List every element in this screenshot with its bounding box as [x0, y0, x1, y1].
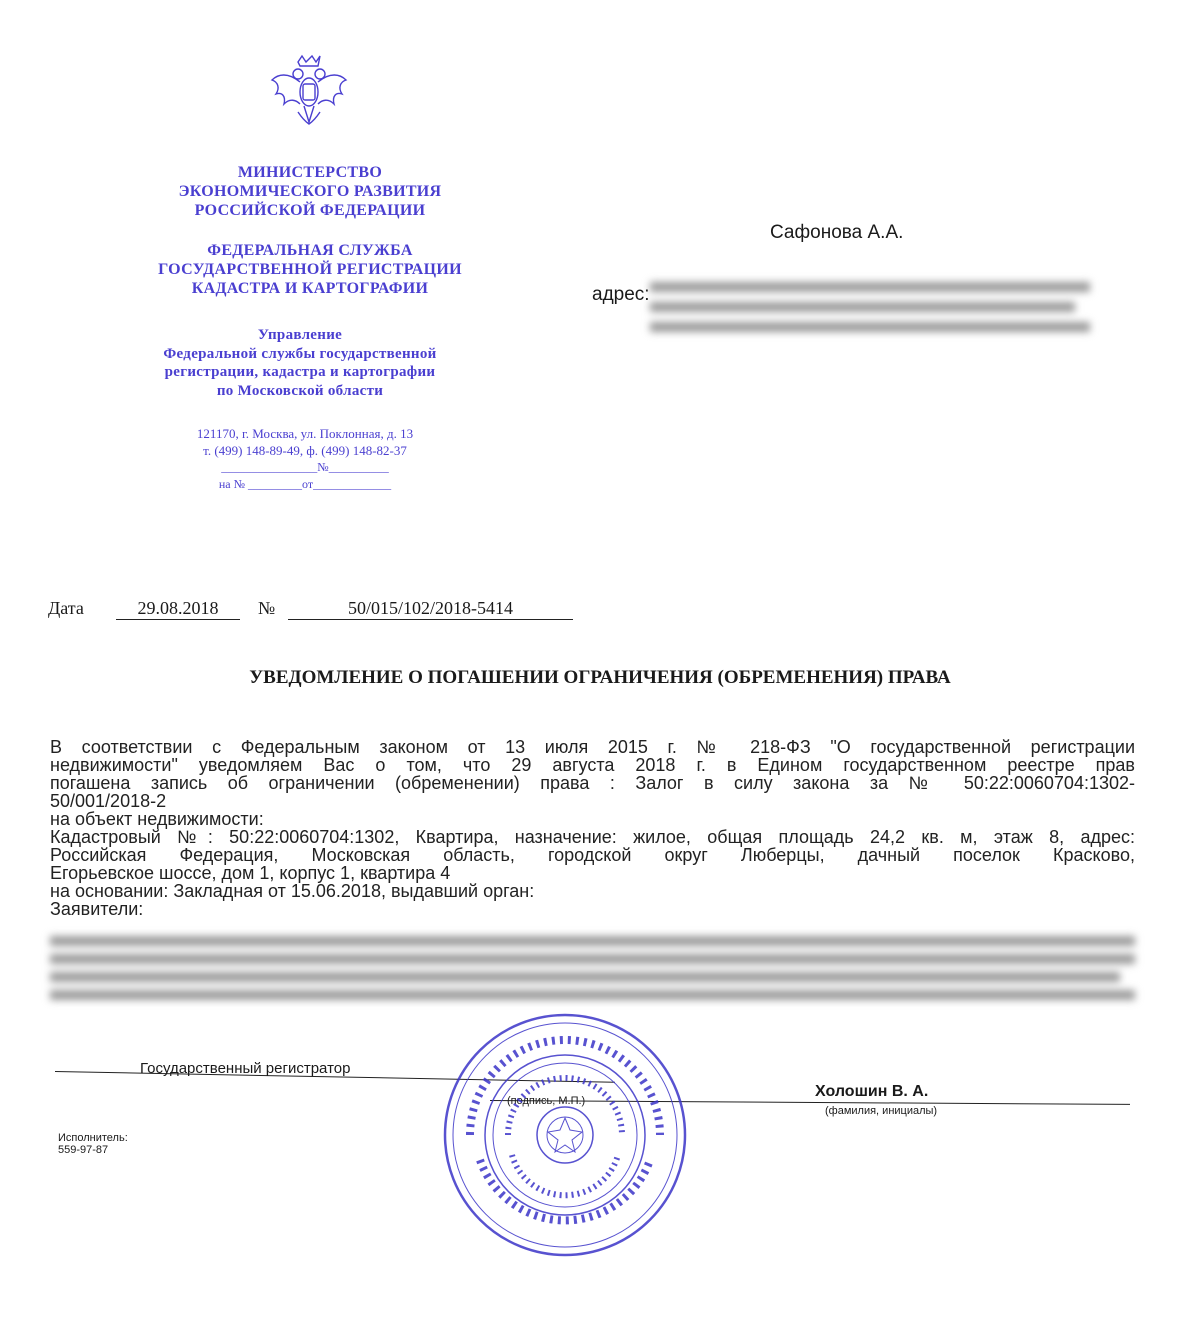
name-caption: (фамилия, инициалы) — [825, 1105, 938, 1117]
executor-phone: 559-97-87 — [58, 1144, 109, 1156]
letterhead-contacts — [165, 425, 445, 493]
outgoing-ref-line: ________________№__________ — [221, 460, 389, 474]
ref-number-mark: № — [317, 460, 329, 474]
service-line: ФЕДЕРАЛЬНАЯ СЛУЖБА — [207, 242, 413, 259]
service-name — [130, 241, 490, 298]
notice-body — [50, 738, 1135, 918]
recipient-name: Сафонова А.А. — [770, 222, 904, 243]
redacted-address — [650, 280, 1090, 344]
document-title: УВЕДОМЛЕНИЕ О ПОГАШЕНИИ ОГРАНИЧЕНИЯ (ОБРЕМЕНЕНИЯ) ПРАВА — [249, 667, 951, 688]
date-label: Дата — [48, 598, 84, 618]
russian-coat-of-arms-icon — [268, 52, 350, 134]
recipient-address-label: адрес: — [592, 284, 650, 305]
department-line: Управление — [257, 327, 343, 343]
department-line: по Московской области — [216, 382, 384, 399]
body-line: 50/001/2018-2 — [50, 791, 167, 811]
executor-label: Исполнитель: — [58, 1132, 128, 1144]
body-line: на объект недвижимости: — [50, 809, 264, 829]
service-line: КАДАСТРА И КАРТОГРАФИИ — [191, 280, 429, 297]
letterhead-phones: т. (499) 148-89-49, ф. (499) 148-82-37 — [203, 443, 407, 458]
body-line: погашена запись об ограничении (обременении) права : Залог в силу закона за № 50:22:0060704:1302- — [50, 773, 1135, 793]
ministry-name — [150, 163, 470, 220]
body-line: Кадастровый №: 50:22:0060704:1302, Квартира, назначение: жилое, общая площадь 24,2 кв. м, этаж 8, адрес: — [50, 827, 1135, 847]
registrar-label: Государственный регистратор — [140, 1060, 351, 1077]
department-line: регистрации, кадастра и картографии — [164, 364, 436, 380]
body-line: Егорьевское шоссе, дом 1, корпус 1, квартира 4 — [50, 863, 451, 883]
body-line: на основании: Закладная от 15.06.2018, выдавший орган: — [50, 881, 535, 901]
ministry-line: РОССИЙСКОЙ ФЕДЕРАЦИИ — [194, 202, 426, 219]
department-name — [130, 326, 470, 400]
date-value: 29.08.2018 — [116, 598, 240, 620]
body-line: В соответствии с Федеральным законом от 13 июля 2015 г. № 218-ФЗ "О государственной регистрации — [50, 737, 1135, 757]
incoming-ref-line: на № _________от_____________ — [218, 477, 392, 491]
body-line: Заявители: — [50, 899, 144, 919]
service-line: ГОСУДАРСТВЕННОЙ РЕГИСТРАЦИИ — [158, 261, 462, 278]
ministry-line: ЭКОНОМИЧЕСКОГО РАЗВИТИЯ — [178, 183, 442, 200]
ref-from-label: от — [302, 477, 314, 491]
ministry-line: МИНИСТЕРСТВО — [237, 164, 383, 181]
letterhead-address: 121170, г. Москва, ул. Поклонная, д. 13 — [196, 426, 414, 441]
body-line: Российская Федерация, Московская область, городской округ Люберцы, дачный поселок Красково, — [50, 845, 1135, 865]
body-line: недвижимости" уведомляем Вас о том, что 29 августа 2018 г. в Едином государственном реестре прав — [50, 755, 1135, 775]
signature-caption: (подпись, М.П.) — [507, 1095, 586, 1107]
number-label: № — [258, 598, 276, 618]
number-value: 50/015/102/2018-5414 — [288, 598, 573, 620]
official-stamp-icon — [440, 1010, 690, 1260]
department-line: Федеральной службы государственной — [163, 345, 437, 362]
ref-on-label: на № — [218, 477, 246, 491]
date-number-row — [48, 598, 608, 628]
registrar-name: Холошин В. А. — [815, 1083, 929, 1100]
redacted-applicants — [50, 932, 1135, 1004]
executor-info — [58, 1132, 128, 1156]
